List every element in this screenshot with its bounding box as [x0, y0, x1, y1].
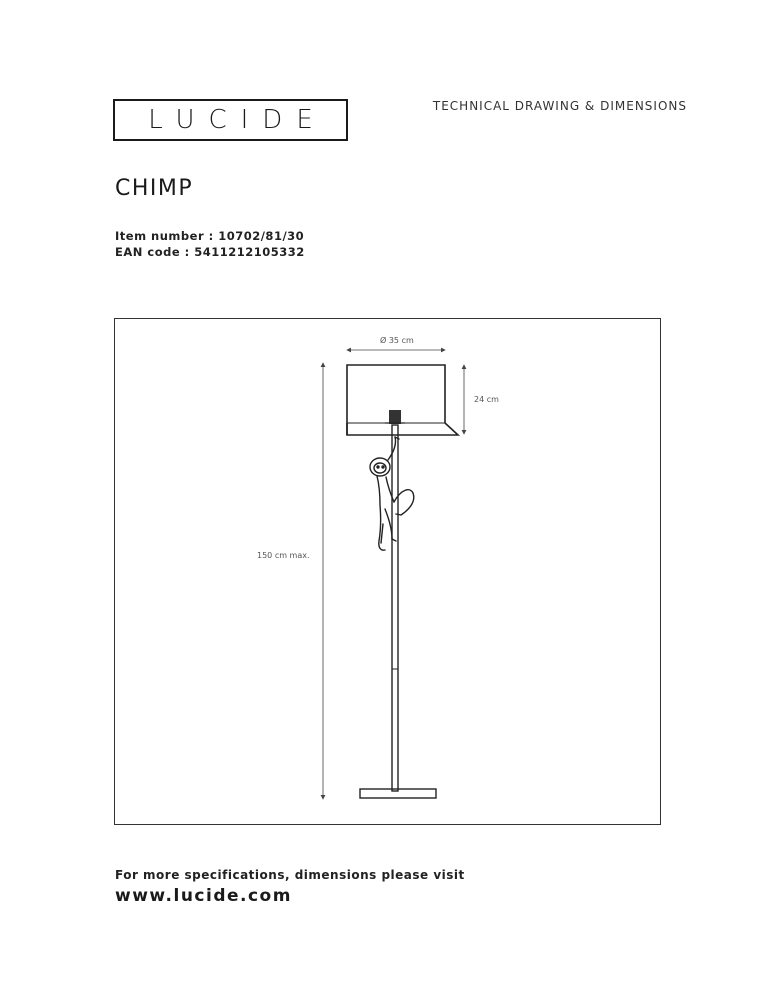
ean-code: EAN code : 5411212105332 — [115, 245, 305, 259]
diameter-label: Ø 35 cm — [380, 336, 414, 345]
shade-height-label: 24 cm — [474, 395, 499, 404]
document-heading: TECHNICAL DRAWING & DIMENSIONS — [432, 99, 687, 113]
product-title: CHIMP — [115, 176, 194, 201]
lamp-shade — [347, 365, 458, 435]
website-link[interactable]: www.lucide.com — [115, 886, 292, 906]
logo-text: LUCIDE — [148, 105, 327, 135]
technical-drawing — [115, 319, 660, 824]
lucide-logo — [113, 99, 348, 141]
lamp-pole — [392, 425, 398, 791]
total-height-label: 150 cm max. — [257, 551, 310, 560]
technical-drawing-frame — [114, 318, 661, 825]
footer-note: For more specifications, dimensions please visit — [115, 868, 465, 882]
item-number: Item number : 10702/81/30 — [115, 229, 305, 243]
lamp-holder — [389, 410, 401, 424]
